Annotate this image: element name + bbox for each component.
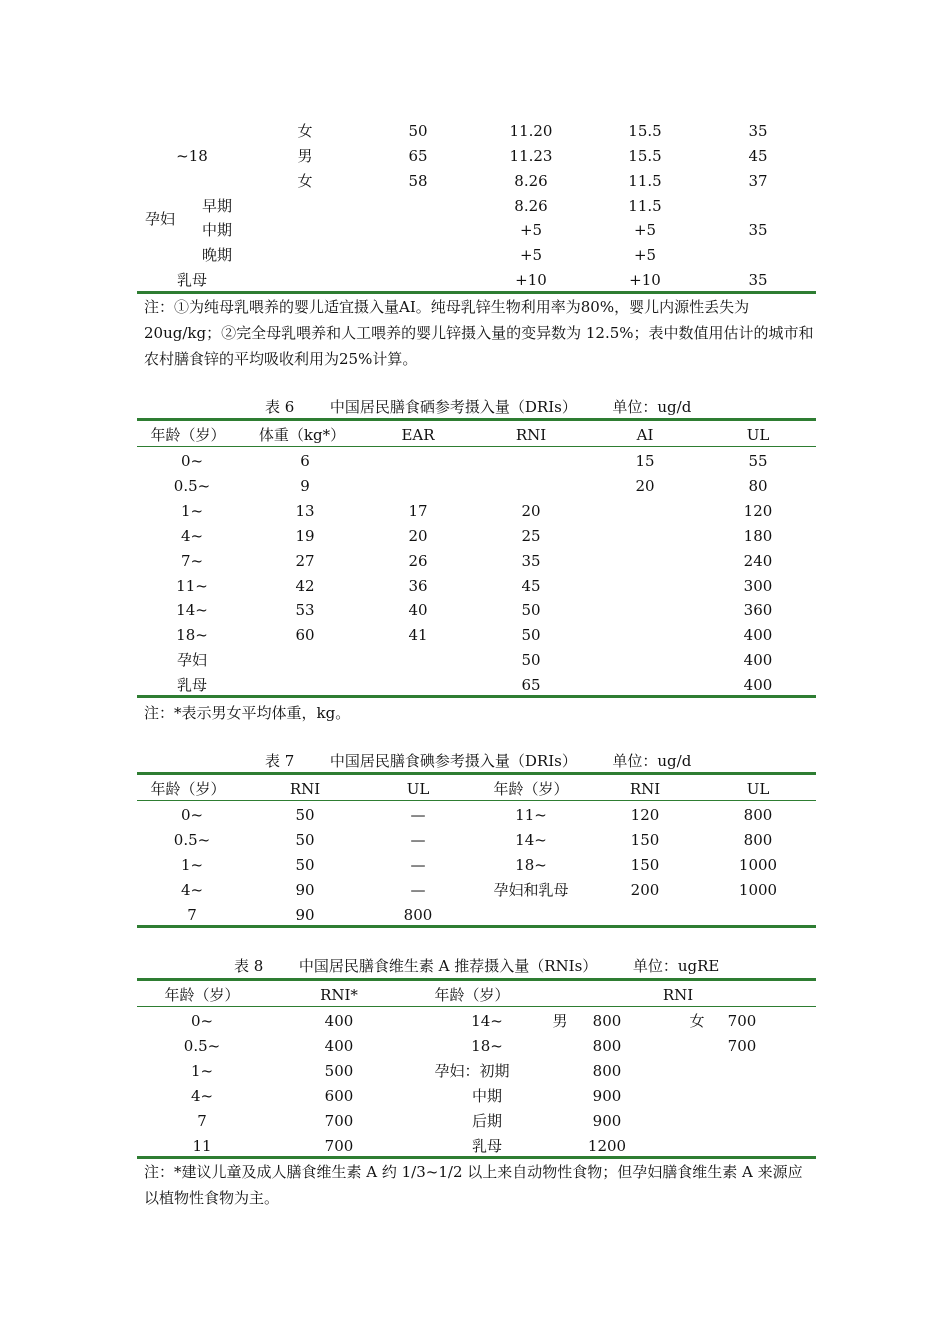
- table-cell: 800: [743, 831, 773, 849]
- table-cell: 孕妇和乳母: [493, 881, 569, 899]
- table-cell: 700: [727, 1037, 757, 1055]
- cell-rni: 15.5: [628, 122, 662, 140]
- header-cell: RNI*: [320, 986, 358, 1004]
- zinc-note: 注：①为纯母乳喂养的婴儿适宜摄入量AI。纯母乳锌生物利用率为80%，婴儿内源性丢失为20ug/kg；②完全母乳喂养和人工喂养的婴儿锌摄入量的变异数为 12.5%；表中数值用估计的城市和农村膳食锌的平均吸收利用为25%计算。: [144, 298, 814, 368]
- cell-ear: 11.20: [509, 122, 553, 140]
- table-cell: 50: [521, 626, 541, 644]
- header-cell: RNI: [289, 780, 321, 798]
- table-cell: 14~: [515, 831, 547, 849]
- table-cell: 0~: [180, 806, 204, 824]
- cell-sex: 女: [297, 122, 313, 140]
- table-cell: 400: [324, 1012, 354, 1030]
- table-cell: 14~: [471, 1012, 503, 1030]
- table-cell: 60: [295, 626, 315, 644]
- cell-rni: 11.5: [628, 197, 662, 215]
- table-cell: 800: [592, 1062, 622, 1080]
- cell-ul: 37: [748, 172, 768, 190]
- table-cell: 800: [403, 906, 433, 924]
- table-cell: 11~: [176, 577, 208, 595]
- table-cell: 180: [743, 527, 773, 545]
- table-cell: 乳母: [471, 1137, 503, 1155]
- cell-ear: +10: [515, 271, 547, 289]
- table-cell: 36: [408, 577, 428, 595]
- table-cell: 0~: [180, 452, 204, 470]
- header-rule: [137, 1006, 816, 1007]
- table-bottom-rule: [137, 695, 816, 698]
- table-cell: 1200: [587, 1137, 627, 1155]
- table-cell: —: [410, 806, 426, 824]
- header-cell: UL: [406, 780, 430, 798]
- header-cell: 年龄（岁）: [434, 986, 510, 1004]
- table-cell: 18~: [176, 626, 208, 644]
- header-cell: 年龄（岁）: [164, 986, 240, 1004]
- table-cell: 300: [743, 577, 773, 595]
- header-cell: UL: [746, 780, 770, 798]
- pregnant-label: 孕妇: [145, 210, 176, 228]
- table-cell: 26: [408, 552, 428, 570]
- header-cell: 年龄（岁）: [150, 780, 226, 798]
- table-cell: 360: [743, 601, 773, 619]
- table-unit: 单位：ug/d: [612, 398, 692, 416]
- table-top-rule: [137, 418, 816, 421]
- table-cell: —: [410, 831, 426, 849]
- table-cell: 7~: [180, 552, 204, 570]
- table-cell: 150: [630, 831, 660, 849]
- table-cell: 4~: [180, 881, 204, 899]
- table-cell: 15: [635, 452, 655, 470]
- table-cell: 55: [748, 452, 768, 470]
- table-cell: 800: [743, 806, 773, 824]
- table-cell: 1~: [190, 1062, 214, 1080]
- cell-ear: 8.26: [514, 172, 548, 190]
- table-cell: 42: [295, 577, 315, 595]
- table-cell: 1000: [738, 856, 778, 874]
- table-cell: 65: [521, 676, 541, 694]
- header-cell: RNI: [629, 780, 661, 798]
- table-bottom-rule: [137, 925, 816, 928]
- table-cell: 0.5~: [173, 831, 211, 849]
- table-cell: 7: [187, 906, 197, 924]
- table-cell: 1~: [180, 502, 204, 520]
- table-cell: 20: [521, 502, 541, 520]
- table-cell: 19: [295, 527, 315, 545]
- header-cell: UL: [746, 426, 770, 444]
- cell-ear: 8.26: [514, 197, 548, 215]
- table-cell: 13: [295, 502, 315, 520]
- table-cell: 0.5~: [183, 1037, 221, 1055]
- cell-sex: 女: [297, 172, 313, 190]
- table-cell: 45: [521, 577, 541, 595]
- header-cell: RNI: [662, 986, 694, 1004]
- table-cell: 35: [521, 552, 541, 570]
- cell-stage: 早期: [202, 197, 233, 215]
- cell-ul: 45: [748, 147, 768, 165]
- cell-age: ~18: [176, 147, 208, 165]
- cell-ul: 35: [748, 122, 768, 140]
- cell-stage: 晚期: [202, 246, 233, 264]
- table-cell: 孕妇: [176, 651, 208, 669]
- table-cell: 18~: [471, 1037, 503, 1055]
- table-top-rule: [137, 772, 816, 775]
- table-cell: 0~: [190, 1012, 214, 1030]
- table-cell: 700: [727, 1012, 757, 1030]
- table-unit: 单位：ugRE: [632, 957, 720, 975]
- table-cell: 20: [635, 477, 655, 495]
- table-cell: —: [410, 881, 426, 899]
- table-cell: 孕妇：初期: [434, 1062, 510, 1080]
- table-cell: 17: [408, 502, 428, 520]
- table-cell: 120: [630, 806, 660, 824]
- table-cell: 90: [295, 881, 315, 899]
- table-cell: 700: [324, 1112, 354, 1130]
- cell-rni: +5: [633, 246, 657, 264]
- cell-rni: 15.5: [628, 147, 662, 165]
- table-cell: 6: [300, 452, 310, 470]
- table-cell: 乳母: [176, 676, 208, 694]
- table-cell: 600: [324, 1087, 354, 1105]
- table-cell: 11: [192, 1137, 212, 1155]
- table-cell: 男: [552, 1012, 568, 1030]
- cell-ul: 35: [748, 221, 768, 239]
- table-cell: 25: [521, 527, 541, 545]
- table-number: 表 6: [265, 398, 295, 416]
- table-8-caption: [234, 957, 719, 975]
- table-cell: 40: [408, 601, 428, 619]
- table-cell: 800: [592, 1012, 622, 1030]
- header-cell: EAR: [401, 426, 435, 444]
- cell-rni: +5: [633, 221, 657, 239]
- table-cell: 50: [521, 651, 541, 669]
- table-cell: —: [410, 856, 426, 874]
- cell-sex: 男: [297, 147, 313, 165]
- table-7-caption: [265, 752, 691, 770]
- table-cell: 1000: [738, 881, 778, 899]
- table-cell: 11~: [515, 806, 547, 824]
- table-cell: 1~: [180, 856, 204, 874]
- table-unit: 单位：ug/d: [612, 752, 692, 770]
- table-cell: 9: [300, 477, 310, 495]
- table-cell: 400: [324, 1037, 354, 1055]
- cell-ear: 11.23: [509, 147, 553, 165]
- table-cell: 120: [743, 502, 773, 520]
- table-cell: 50: [295, 806, 315, 824]
- table-cell: 80: [748, 477, 768, 495]
- table-cell: 50: [295, 856, 315, 874]
- table-title: 中国居民膳食维生素 A 推荐摄入量（RNIs）: [298, 957, 598, 975]
- header-cell: 年龄（岁）: [150, 426, 226, 444]
- table-cell: 4~: [180, 527, 204, 545]
- cell-rni: 11.5: [628, 172, 662, 190]
- table-cell: 14~: [176, 601, 208, 619]
- table-cell: 240: [743, 552, 773, 570]
- header-cell: AI: [636, 426, 654, 444]
- table-cell: 4~: [190, 1087, 214, 1105]
- cell-weight: 50: [408, 122, 428, 140]
- table-cell: 400: [743, 651, 773, 669]
- table-cell: 50: [521, 601, 541, 619]
- table-cell: 18~: [515, 856, 547, 874]
- table-cell: 女: [689, 1012, 705, 1030]
- table-cell: 700: [324, 1137, 354, 1155]
- cell-rni: +10: [629, 271, 661, 289]
- table-cell: 400: [743, 676, 773, 694]
- table-cell: 150: [630, 856, 660, 874]
- table-number: 表 8: [234, 957, 264, 975]
- table-cell: 0.5~: [173, 477, 211, 495]
- table-title: 中国居民膳食碘参考摄入量（DRIs）: [329, 752, 577, 770]
- table-cell: 中期: [471, 1087, 503, 1105]
- table-cell: 41: [408, 626, 428, 644]
- cell-stage: 中期: [202, 221, 233, 239]
- table-cell: 20: [408, 527, 428, 545]
- cell-weight: 58: [408, 172, 428, 190]
- cell-ear: +5: [519, 246, 543, 264]
- table-6-caption: [265, 398, 691, 416]
- table-cell: 50: [295, 831, 315, 849]
- header-rule: [137, 800, 816, 801]
- table-6-note: 注：*表示男女平均体重，kg。: [144, 704, 351, 722]
- cell-ul: 35: [748, 271, 768, 289]
- header-rule: [137, 446, 816, 447]
- table-8-note: 注：*建议儿童及成人膳食维生素 A 约 1/3~1/2 以上来自动物性食物；但孕妇膳食维生素 A 来源应以植物性食物为主。: [144, 1163, 803, 1207]
- table-cell: 800: [592, 1037, 622, 1055]
- table-cell: 53: [295, 601, 315, 619]
- header-cell: 年龄（岁）: [493, 780, 569, 798]
- table-cell: 27: [295, 552, 315, 570]
- table-title: 中国居民膳食硒参考摄入量（DRIs）: [329, 398, 577, 416]
- cell-ear: +5: [519, 221, 543, 239]
- table-cell: 90: [295, 906, 315, 924]
- table-cell: 后期: [471, 1112, 503, 1130]
- lactating-label: 乳母: [176, 271, 208, 289]
- table-cell: 500: [324, 1062, 354, 1080]
- header-cell: RNI: [515, 426, 547, 444]
- table-cell: 900: [592, 1112, 622, 1130]
- table-cell: 900: [592, 1087, 622, 1105]
- table-top-rule: [137, 978, 816, 981]
- table-number: 表 7: [265, 752, 295, 770]
- table-cell: 7: [197, 1112, 207, 1130]
- table-cell: 200: [630, 881, 660, 899]
- cell-weight: 65: [408, 147, 428, 165]
- table-cell: 400: [743, 626, 773, 644]
- header-cell: 体重（kg*）: [258, 426, 346, 444]
